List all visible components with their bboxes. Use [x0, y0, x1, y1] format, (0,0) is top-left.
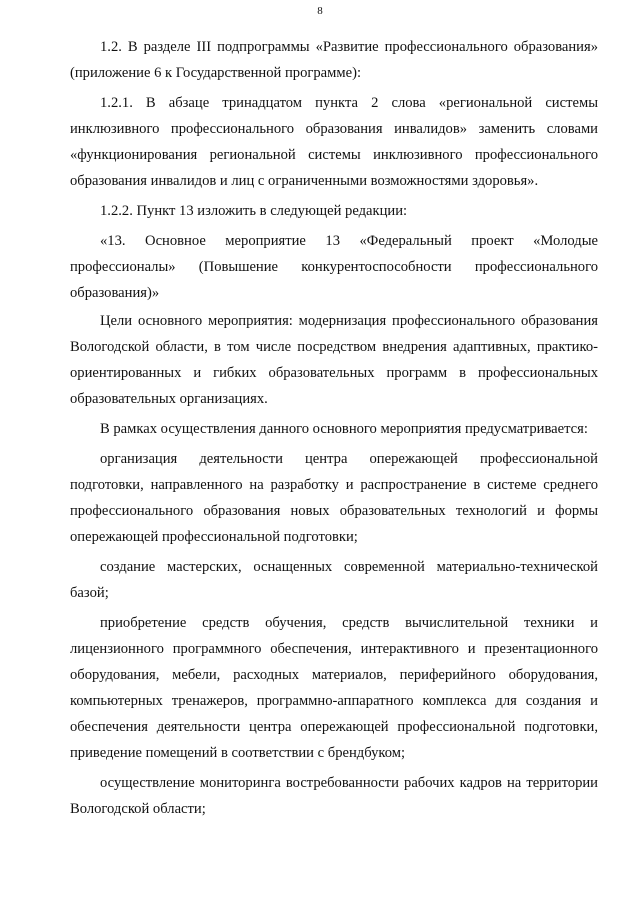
paragraph-workshops: создание мастерских, оснащенных современной материально-технической базой;	[70, 559, 598, 601]
paragraph-1-2-1: 1.2.1. В абзаце тринадцатом пункта 2 слова «региональной системы инклюзивного профессионального образования инвалидов» заменить словами «функционирования региональной системы инклюзивного профессионального образования инвалидов и лиц с ограниченными возможностями здоровья».	[70, 95, 598, 189]
paragraph-item-13-title: «13. Основное мероприятие 13 «Федеральный проект «Молодые профессионалы» (Повышение конкурентоспособности профессионального образования)»	[70, 233, 598, 301]
paragraph-1-2: 1.2. В разделе III подпрограммы «Развитие профессионального образования» (приложение 6 к Государственной программе):	[70, 39, 598, 81]
paragraph-equipment-purchase: приобретение средств обучения, средств вычислительной техники и лицензионного программного обеспечения, интерактивного и презентационного оборудования, мебели, расходных материалов, периферийного оборудования, компьютерных тренажеров, программно-аппаратного комплекса для создания и обеспечения деятельности центра опережающей профессиональной подготовки, приведение помещений в соответствии с брендбуком;	[70, 615, 598, 761]
paragraph-center-organization: организация деятельности центра опережающей профессиональной подготовки, направленного на разработку и распространение в системе среднего профессионального образования новых образовательных технологий и формы опережающей профессиональной подготовки;	[70, 451, 598, 545]
paragraph-goals: Цели основного мероприятия: модернизация профессионального образования Вологодской области, в том числе посредством внедрения адаптивных, практико-ориентированных и гибких образовательных программ в профессиональных образовательных организациях.	[70, 313, 598, 407]
document-body	[70, 34, 598, 826]
paragraph-provisions-intro: В рамках осуществления данного основного мероприятия предусматривается:	[100, 421, 588, 437]
paragraph-1-2-2: 1.2.2. Пункт 13 изложить в следующей редакции:	[100, 203, 408, 219]
page-number: 8	[317, 5, 323, 17]
paragraph-monitoring: осуществление мониторинга востребованности рабочих кадров на территории Вологодской области;	[70, 775, 598, 817]
